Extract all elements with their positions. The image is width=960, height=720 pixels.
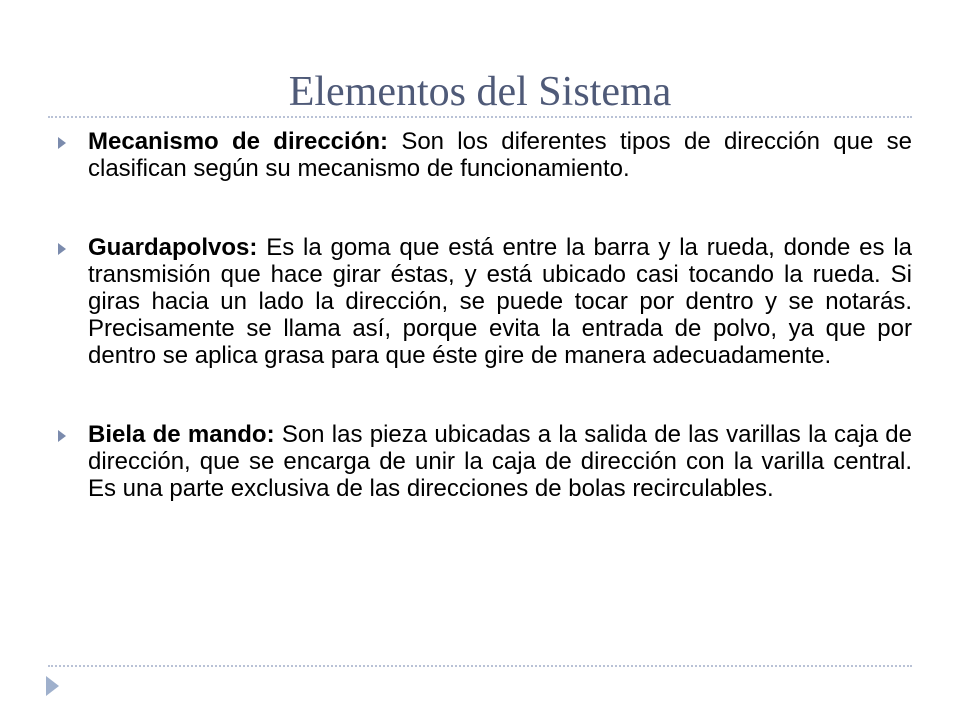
triangle-right-icon: [58, 137, 66, 149]
triangle-right-icon: [58, 243, 66, 255]
bullet-text: Son las pieza ubicadas a la salida de las varillas la caja de dirección, que se encarga de unir la caja de dirección con la varilla central. Es una parte exclusiva de las direcciones de bolas recirculables.: [88, 421, 912, 502]
bullet-list: [56, 128, 912, 554]
bullet-term: Guardapolvos:: [88, 234, 258, 261]
bullet-text: Es la goma que está entre la barra y la rueda, donde es la transmisión que hace girar éstas, y está ubicado casi tocando la rueda. Si giras hacia un lado la dirección, se puede tocar por dentro y se notarás. Precisamente se llama así, porque evita la entrada de polvo, ya que por dentro se aplica grasa para que éste gire de manera adecuadamente.: [88, 234, 913, 369]
bullet-item-guardapolvos: [56, 234, 912, 369]
play-arrow-icon[interactable]: [46, 676, 59, 696]
slide-title: Elementos del Sistema: [288, 69, 672, 115]
title-divider: [48, 116, 912, 118]
triangle-right-icon: [58, 430, 66, 442]
bullet-term: Biela de mando:: [88, 421, 275, 448]
bullet-item-biela: [56, 421, 912, 502]
bullet-item-mecanismo: [56, 128, 912, 182]
footer-divider: [48, 665, 912, 667]
bullet-term: Mecanismo de dirección:: [88, 128, 389, 155]
bullet-text: Son los diferentes tipos de dirección que se clasifican según su mecanismo de funcionamiento.: [88, 128, 912, 182]
